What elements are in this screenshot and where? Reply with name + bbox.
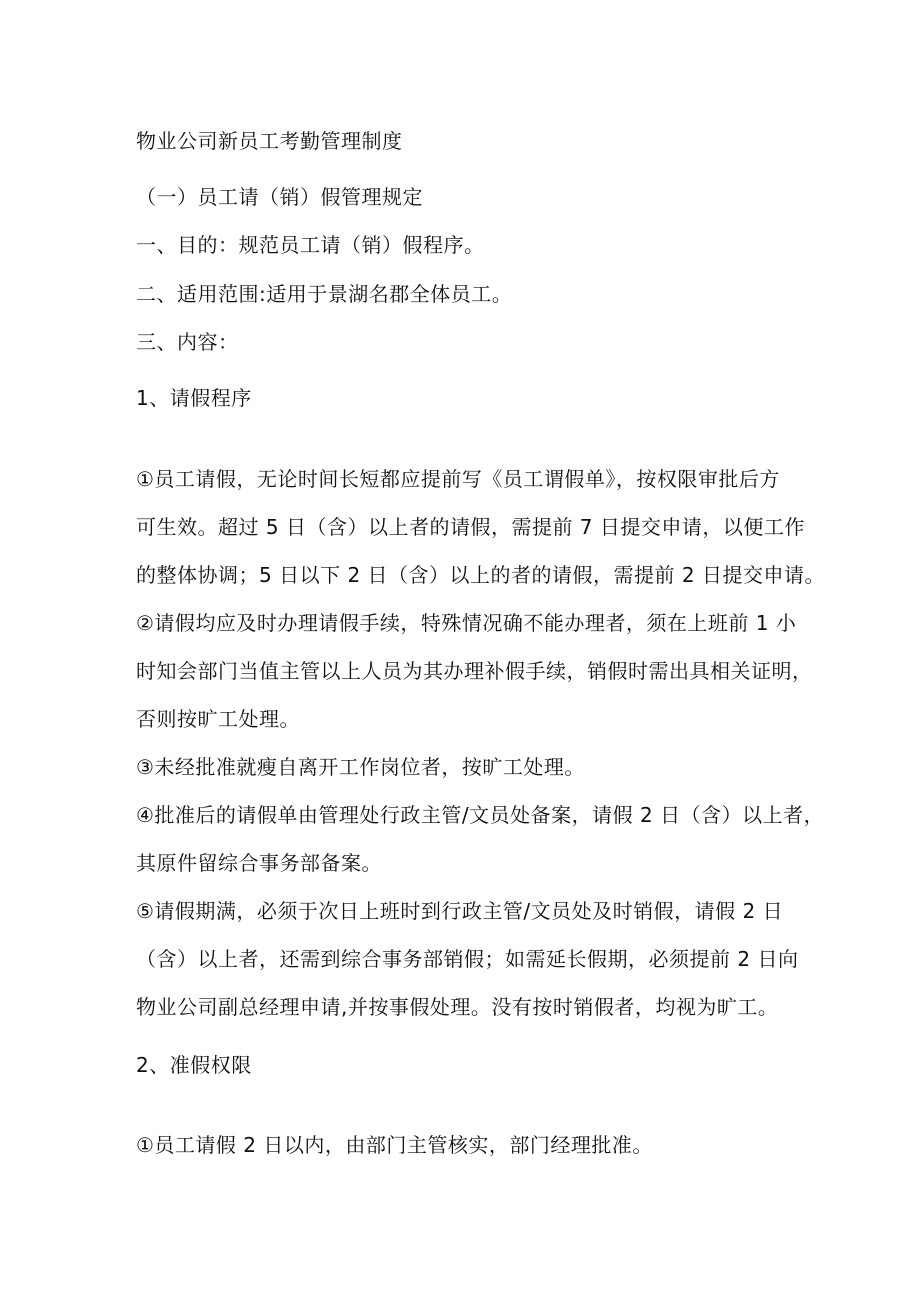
body-line: ⑤请假期满，必须于次日上班时到行政主管/文员处及时销假，请假 2 日 bbox=[136, 899, 784, 923]
section-heading: （一）员工请（销）假管理规定 bbox=[136, 185, 423, 209]
body-line: 其原件留综合事务部备案。 bbox=[136, 851, 382, 875]
scope-line: 二、适用范围:适用于景湖名郡全体员工。 bbox=[136, 282, 513, 306]
body-line: ②请假均应及时办理请假手续，特殊情况确不能办理者，须在上班前 1 小 bbox=[136, 611, 797, 635]
body-line: 可生效。超过 5 日（含）以上者的请假，需提前 7 日提交申请，以便工作 bbox=[136, 515, 805, 539]
document-title: 物业公司新员工考勤管理制度 bbox=[136, 129, 403, 153]
body-line: ④批准后的请假单由管理处行政主管/文员处备案，请假 2 日（含）以上者， bbox=[136, 803, 825, 827]
subheading-leave-procedure: 1、请假程序 bbox=[136, 386, 252, 410]
subheading-approval-authority: 2、准假权限 bbox=[136, 1053, 252, 1077]
body-line: ①员工请假，无论时间长短都应提前写《员工谓假单》，按权限审批后方 bbox=[136, 467, 780, 491]
body-line: 时知会部门当值主管以上人员为其办理补假手续，销假时需出具相关证明， bbox=[136, 659, 813, 683]
body-line: 否则按旷工处理。 bbox=[136, 707, 300, 731]
purpose-line: 一、目的：规范员工请（销）假程序。 bbox=[136, 233, 485, 257]
body-line: ③未经批准就瘦自离开工作岗位者，按旷工处理。 bbox=[136, 755, 585, 779]
approval-line: ①员工请假 2 日以内，由部门主管核实，部门经理批准。 bbox=[136, 1133, 653, 1157]
body-line: 的整体协调；5 日以下 2 日（含）以上的者的请假，需提前 2 日提交申请。 bbox=[136, 563, 825, 587]
content-heading: 三、内容： bbox=[136, 330, 239, 354]
body-line: （含）以上者，还需到综合事务部销假；如需延长假期，必须提前 2 日向 bbox=[136, 947, 799, 971]
body-line: 物业公司副总经理申请,并按事假处理。没有按时销假者，均视为旷工。 bbox=[136, 995, 779, 1019]
